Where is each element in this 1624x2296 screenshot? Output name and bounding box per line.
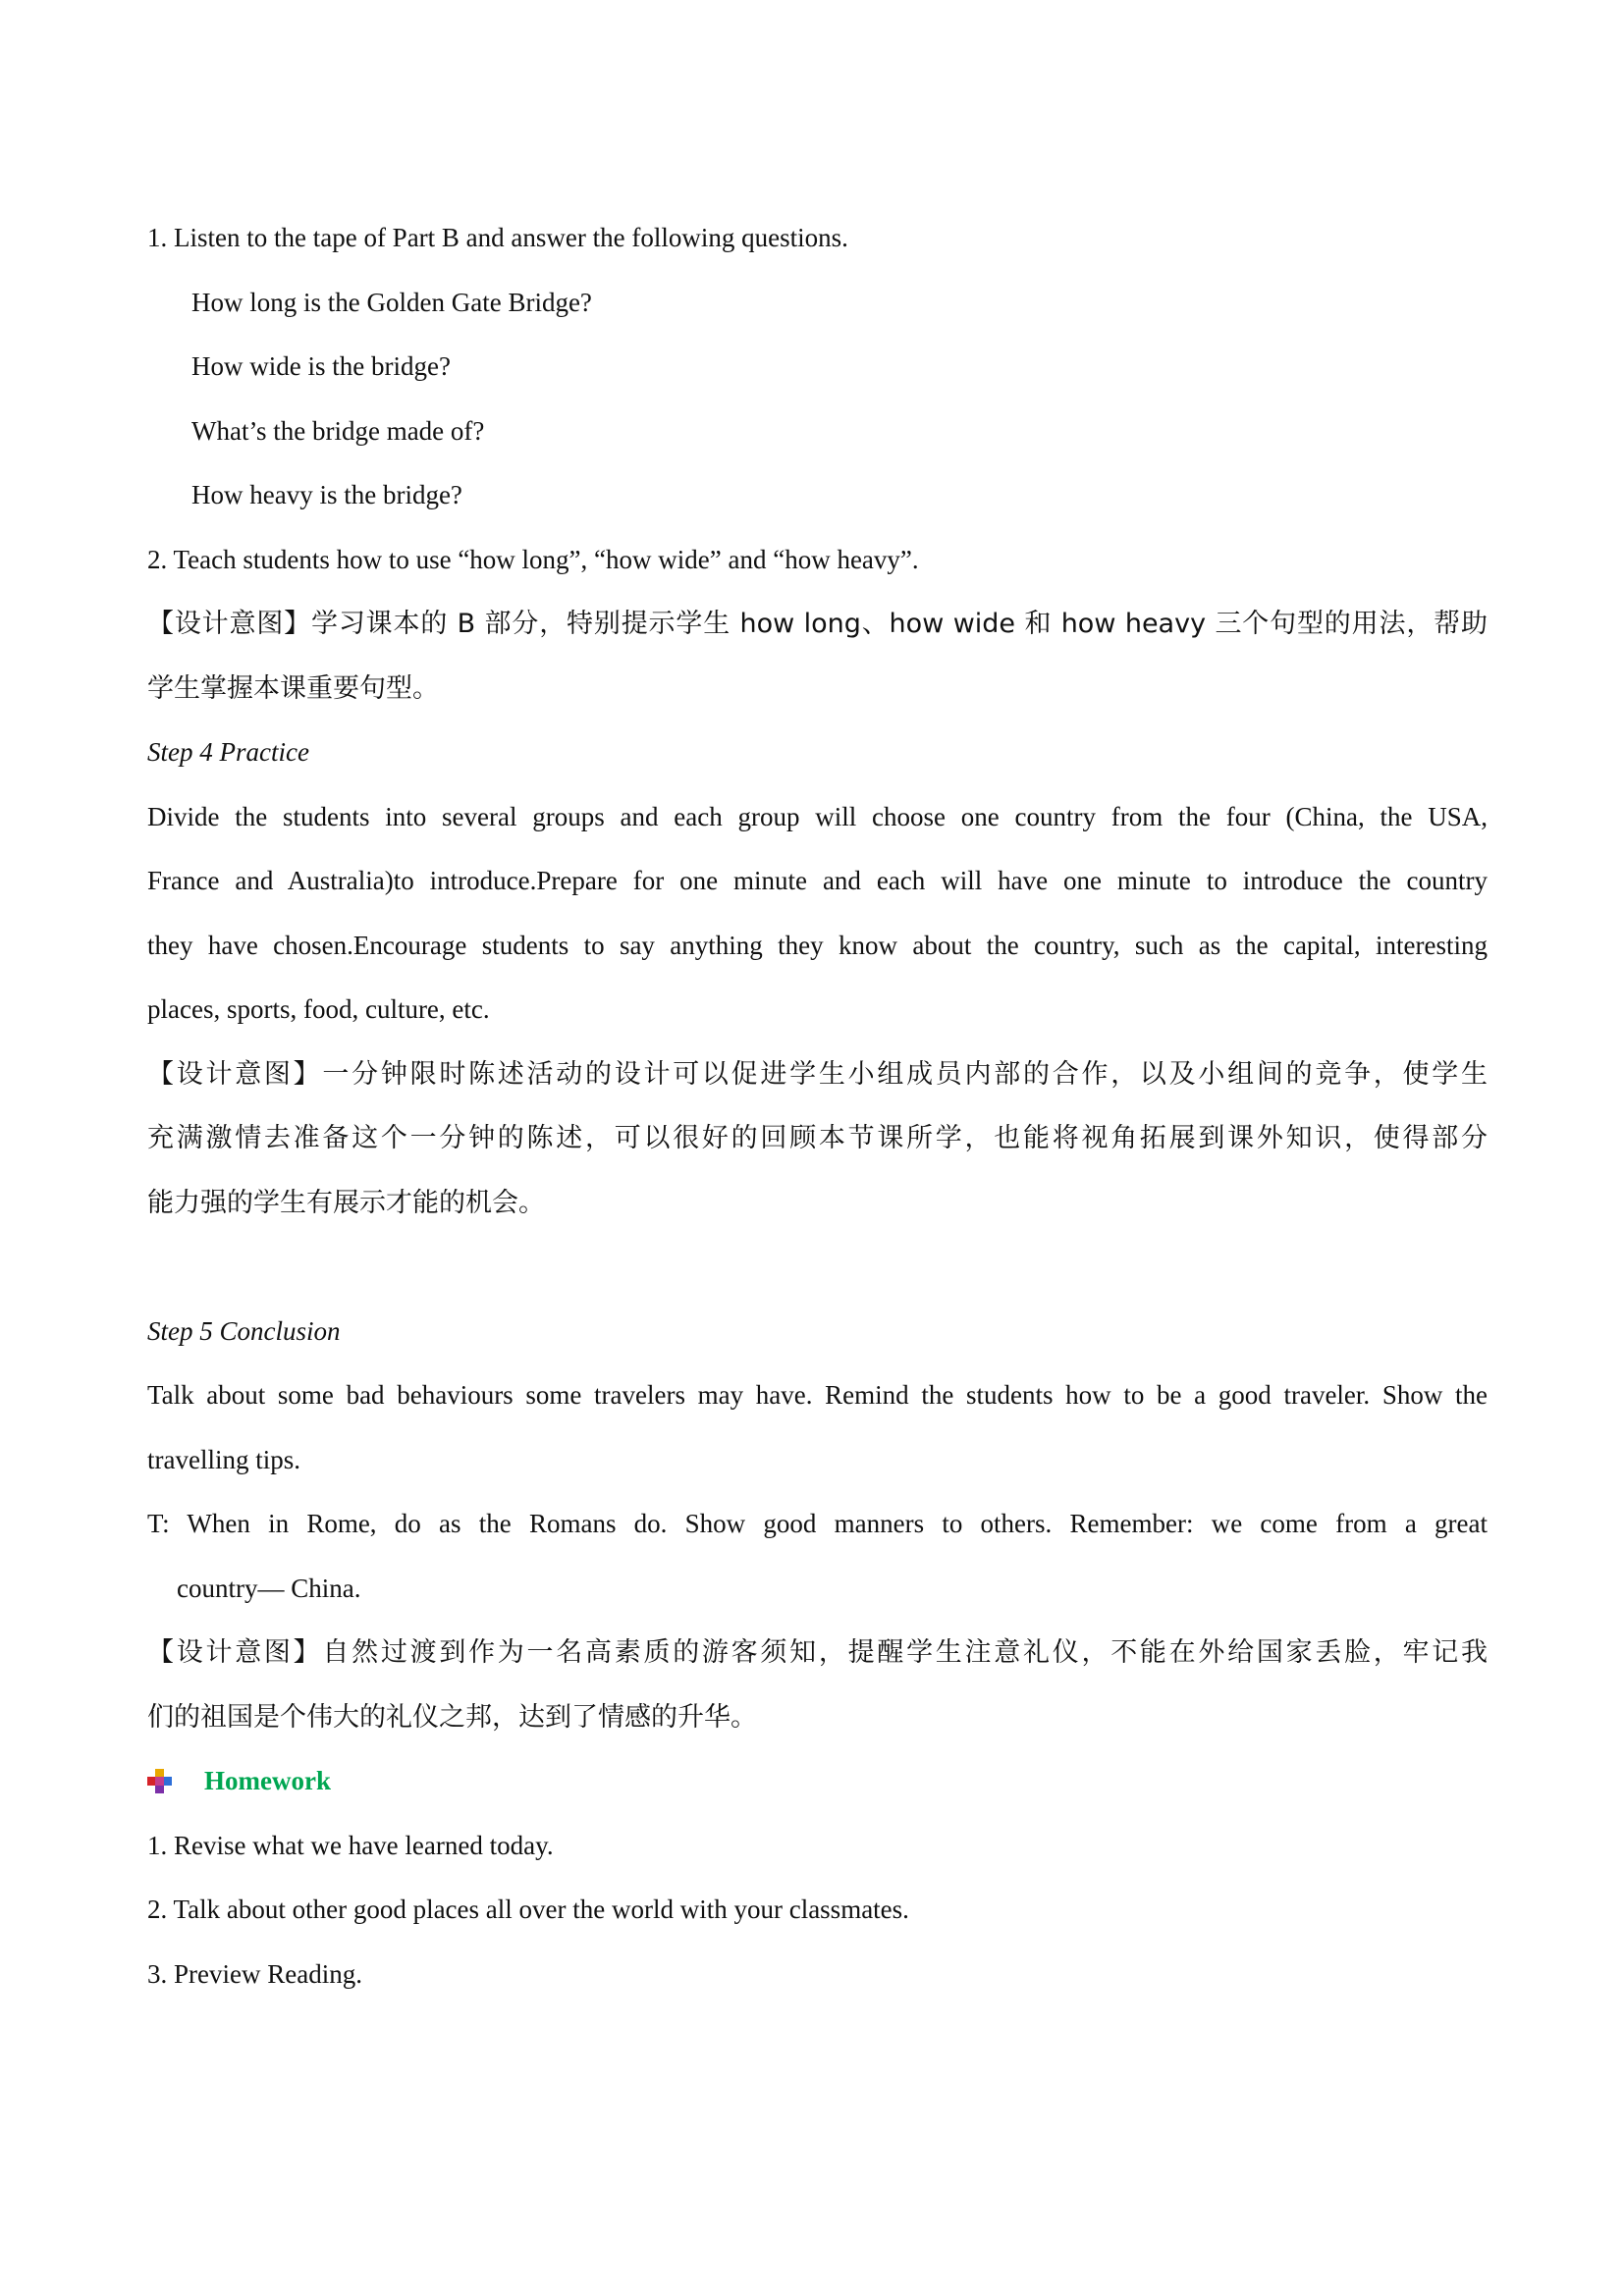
- teacher-line: T: When in Rome, do as the Romans do. Show good manners to others. Remember: we come from a great: [147, 1509, 1488, 1538]
- homework-item-3: 3. Preview Reading.: [147, 1958, 362, 1989]
- question-4: How heavy is the bridge?: [191, 480, 462, 509]
- blank-line: [147, 1235, 1488, 1300]
- design-intent-line: 【设计意图】学习课本的 B 部分，特别提示学生 how long、how wide 和 how heavy 三个句型的用法，帮助: [147, 609, 1488, 639]
- design-intent-line: 能力强的学生有展示才能的机会。: [147, 1187, 545, 1218]
- step5-heading: Step 5 Conclusion: [147, 1315, 341, 1346]
- paragraph-line: travelling tips.: [147, 1444, 300, 1474]
- paragraph-line: they have chosen.Encourage students to say anything they know about the country, such as the capital, interesting: [147, 930, 1488, 960]
- paragraph-line: France and Australia)to introduce.Prepare for one minute and each will have one minute to introduce the country: [147, 866, 1488, 895]
- teacher-line: country— China.: [177, 1573, 361, 1603]
- paragraph-line: Divide the students into several groups and each group will choose one country from the four (China, the USA,: [147, 801, 1488, 831]
- design-intent-line: 学生掌握本课重要句型。: [147, 672, 439, 704]
- homework-item-1: 1. Revise what we have learned today.: [147, 1830, 554, 1860]
- instruction-item-2: 2. Teach students how to use “how long”, “how wide” and “how heavy”.: [147, 544, 919, 574]
- question-2: How wide is the bridge?: [191, 351, 451, 381]
- four-color-cross-icon: [147, 1769, 173, 1794]
- instruction-item-1: 1. Listen to the tape of Part B and answer the following questions.: [147, 223, 848, 252]
- design-intent-line: 【设计意图】自然过渡到作为一名高素质的游客须知，提醒学生注意礼仪，不能在外给国家丢脸，牢记我: [147, 1637, 1488, 1668]
- document-page: [147, 206, 1488, 2006]
- design-intent-line: 充满激情去准备这个一分钟的陈述，可以很好的回顾本节课所学，也能将视角拓展到课外知识，使得部分: [147, 1123, 1488, 1153]
- design-intent-line: 们的祖国是个伟大的礼仪之邦，达到了情感的升华。: [147, 1701, 757, 1733]
- homework-item-2: 2. Talk about other good places all over the world with your classmates.: [147, 1895, 909, 1924]
- question-1: How long is the Golden Gate Bridge?: [191, 287, 592, 317]
- paragraph-line: places, sports, food, culture, etc.: [147, 994, 490, 1024]
- paragraph-line: Talk about some bad behaviours some travelers may have. Remind the students how to be a good traveler. Show the: [147, 1380, 1488, 1410]
- homework-title: Homework: [204, 1766, 331, 1795]
- step4-heading: Step 4 Practice: [147, 737, 309, 767]
- homework-heading: [147, 1749, 1488, 1814]
- design-intent-line: 【设计意图】一分钟限时陈述活动的设计可以促进学生小组成员内部的合作，以及小组间的竞争，使学生: [147, 1058, 1488, 1090]
- question-3: What’s the bridge made of?: [191, 415, 485, 446]
